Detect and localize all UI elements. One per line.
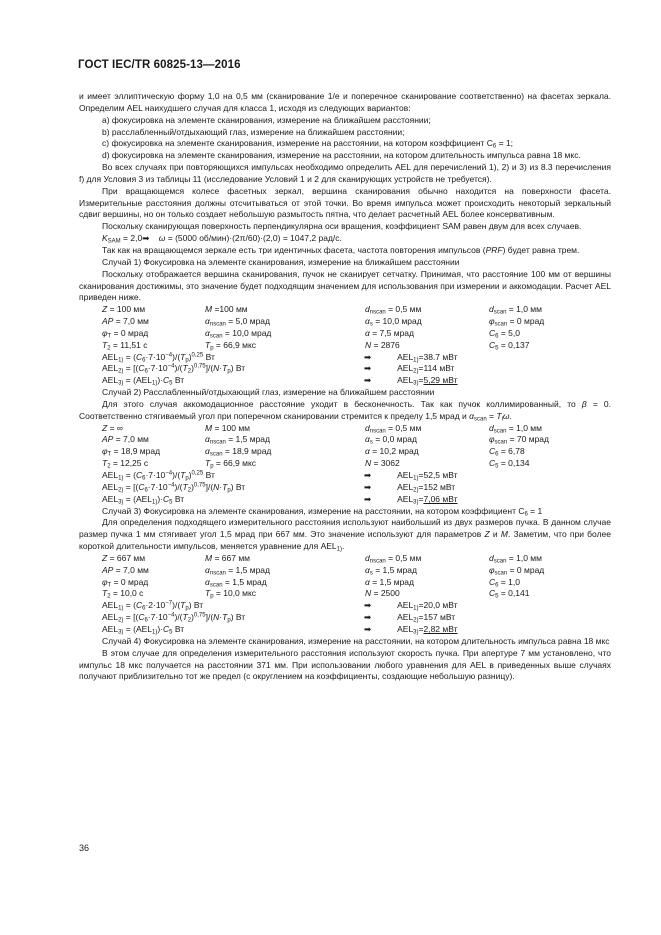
ael2-value: 157 мВт bbox=[423, 612, 456, 623]
paragraph: и имеет эллиптическую форму 1,0 на 0,5 мм (сканирование 1/e и поперечное сканирование соответственно) на фасетах зеркала. Определим AEL наихудшего случая для класса 1, исходя из следующих вариантов: bbox=[79, 91, 611, 113]
list-item-c: с) фокусировка на элементе сканирования, измерение на расстоянии, на котором коэффициент $C_6 = 1$; bbox=[102, 138, 514, 150]
ael3-value: 5,29 мВт bbox=[423, 375, 458, 386]
paragraph: Так как на вращающемся зеркале есть три идентичных фасета, частота повторения импульсов (PRF) будет равна трем. bbox=[102, 244, 580, 255]
case-3-text: Для определения подходящего измерительного расстояния используют наибольший из двух размеров пучка. В данном случае размер пучка 1 мм стягивает угол 1,5 мрад при 667 мм. Это значение используют для параметров Z и M. Заметим, что при более короткой длительности импульсов, меняется уравнение для $AEL_{1)}$. bbox=[79, 517, 611, 553]
case-1-ael-results: $AEL_{1)} = (C_6\cdot 7\cdot 10^{-4})/(T_p)^{0,25}$ Вт ➡ $AEL_{1)}=38.7$ мВт $AEL_{2)} = [(C_6\cdot 7\cdot 10^{-4})/(T_2)^{0,75}]/(N\cdot T_p)$ Вт ➡ $AEL_{2)}=114$ мВт $AEL_{3)} = (AEL_{1)})\cdot C_5$ Вт ➡ $AEL_{3)}=5,29$ мВт bbox=[102, 351, 458, 387]
equation-ksam: $K_{SAM}$ = 2,0➡ ω = (5000 об/мин)·(2π/60)·(2,0) = 1047,2 рад/с. bbox=[102, 233, 342, 245]
case-3-parameters: Z = 667 мм M = 667 мм $d_{nscan} = 0,5$ мм $d_{scan} = 1,0$ мм AP = 7,0 мм $\alpha_{nscan} = 1,5$ мрад $\alpha_s = 1,5$ мрад $\varphi_{scan} = 0$ мрад $\varphi_T = 0$ мрад $\alpha_{scan} = 1,5$ мрад α = 1,5 мрад $C_6 = 1,0$ $T_2 = 10,0$ с $T_p = 10,0$ мкс N = 2500 $C_5 = 0,141$ bbox=[102, 552, 545, 600]
ael3-value: 2,82 мВт bbox=[423, 623, 458, 634]
case-1-parameters: Z = 100 мм M =100 мм $d_{nscan} = 0,5$ мм $d_{scan} = 1,0$ мм AP = 7,0 мм $\alpha_{nscan} = 5,0$ мрад $\alpha_s = 10,0$ мрад $\varphi_{scan} = 0$ мрад $\varphi_T = 0$ мрад $\alpha_{scan} = 10,0$ мрад α = 7,5 мрад $C_6 = 5,0$ $T_2 = 11,51$ с $T_p = 66,9$ мкс N = 2876 $C_5 = 0,137$ bbox=[102, 304, 545, 352]
document-body bbox=[79, 91, 611, 683]
page-number: 36 bbox=[79, 843, 90, 853]
paragraph: Во всех случаях при повторяющихся импульсах необходимо определить AEL для перечислений 1), 2) и 3) из 8.3 перечисления f) для Условия 3 из таблицы 11 (исследование Условий 1 и 2 для сканирующих устройств не требуется). bbox=[79, 162, 611, 184]
ael2-value: 114 мВт bbox=[423, 363, 455, 374]
ael3-value: 7,06 мВт bbox=[423, 493, 458, 504]
case-2-title: Случай 2) Расслабленный/отдыхающий глаз, измерение на ближайшем расстоянии bbox=[102, 387, 435, 398]
list-item-d: d) фокусировка на элементе сканирования, измерение на расстоянии, на котором длительность импульса равна 18 мкс. bbox=[102, 150, 581, 161]
paragraph: При вращающемся колесе фасетных зеркал, вершина сканирования обычно находится на поверхности фасета. Измерительные расстояния должны отсчитываться от этой точки. Во время импульса может происходить некоторый зеркальный сдвиг вершины, но он только создает небольшую размытость пятна, что делает расчетный AEL более консервативным. bbox=[79, 185, 611, 220]
ael1-value: 20,0 мВт bbox=[423, 600, 458, 611]
case-1-title: Случай 1) Фокусировка на элементе сканирования, измерение на ближайшем расстоянии bbox=[102, 256, 460, 267]
case-2-parameters: Z = ∞ M = 100 мм $d_{nscan} = 0,5$ мм $d_{scan} = 1,0$ мм AP = 7,0 мм $\alpha_{nscan} = 1,5$ мрад $\alpha_s = 0,0$ мрад $\varphi_{scan} = 70$ мрад $\varphi_T = 18,9$ мрад $\alpha_{scan} = 18,9$ мрад α = 10,2 мрад $C_6 = 6,78$ $T_2 = 12,25$ с $T_p = 66,9$ мкс N = 3062 $C_5 = 0,134$ bbox=[102, 422, 549, 470]
case-1-text: Поскольку отображается вершина сканирования, пучок не сканирует сетчатку. Принимая, что расстояние 100 мм от вершины сканирования достижимы, это значение будет подходящим значением для использования при измерении и аккомодации. Расчет AEL приведен ниже. bbox=[79, 268, 611, 303]
list-item-a: а) фокусировка на элементе сканирования, измерение на ближайшем расстоянии; bbox=[102, 114, 431, 125]
case-2-text: Для этого случая аккомодационное расстояние уходит в бесконечность. Так как пучок коллимированный, то β = 0. Соответственно стягиваемый угол при поперечном сканировании стремится к пределу 1,5 мрад и $\alpha_{scan} = T_i\omega$. bbox=[79, 398, 611, 423]
list-item-b: b) расслабленный/отдыхающий глаз, измерение на ближайшем расстоянии; bbox=[102, 126, 405, 137]
ael2-value: 152 мВт bbox=[423, 481, 456, 492]
case-2-ael-results: $AEL_{1)} = (C_6\cdot 7\cdot 10^{-4})/(T_p)^{0,25}$ Вт ➡ $AEL_{1)}=52,5$ мВт $AEL_{2)} = [(C_6\cdot 7\cdot 10^{-4})/(T_2)^{0,75}]/(N\cdot T_p)$ Вт ➡ $AEL_{2)}=152$ мВт $AEL_{3)} = (AEL_{1)})\cdot C_5$ Вт ➡ $AEL_{3)}=7,06$ мВт bbox=[102, 470, 458, 506]
case-4-text: В этом случае для определения измерительного расстояния используют скорость пучка. При апертуре 7 мм установлено, что импульс 18 мкс получается на расстоянии 371 мм. При использовании любого уравнения для AEL в приведенных выше случаях получают приблизительно тот же предел (с округлением на коэффициенты, создающие небольшую разницу). bbox=[79, 647, 611, 682]
case-4-title: Случай 4) Фокусировка на элементе сканирования, измерение на расстоянии, на котором длительность импульса равна 18 мкс bbox=[102, 635, 610, 646]
ael1-value: 38.7 мВт bbox=[423, 351, 458, 362]
document-header: ГОСТ IEC/TR 60825-13—2016 bbox=[78, 59, 241, 71]
ael1-value: 52,5 мВт bbox=[423, 470, 458, 480]
paragraph: Поскольку сканирующая поверхность перпендикулярна оси вращения, коэффициент SAM равен двум для всех случаев. bbox=[102, 221, 582, 232]
case-3-ael-results: $AEL_{1)} = (C_6\cdot 2\cdot 10^{-7})/(T_p)$ Вт ➡ $AEL_{1)}=20,0$ мВт $AEL_{2)} = [(C_6\cdot 7\cdot 10^{-4})/(T_2)^{0,75}]/(N\cdot T_p)$ Вт ➡ $AEL_{2)}=157$ мВт $AEL_{3)} = (AEL_{1)})\cdot C_5$ Вт ➡ $AEL_{3)}=2,82$ мВт bbox=[102, 600, 458, 636]
case-3-title: Случай 3) Фокусировка на элементе сканирования, измерение на расстоянии, на котором коэффициент $C_6 = 1$ bbox=[102, 505, 543, 518]
